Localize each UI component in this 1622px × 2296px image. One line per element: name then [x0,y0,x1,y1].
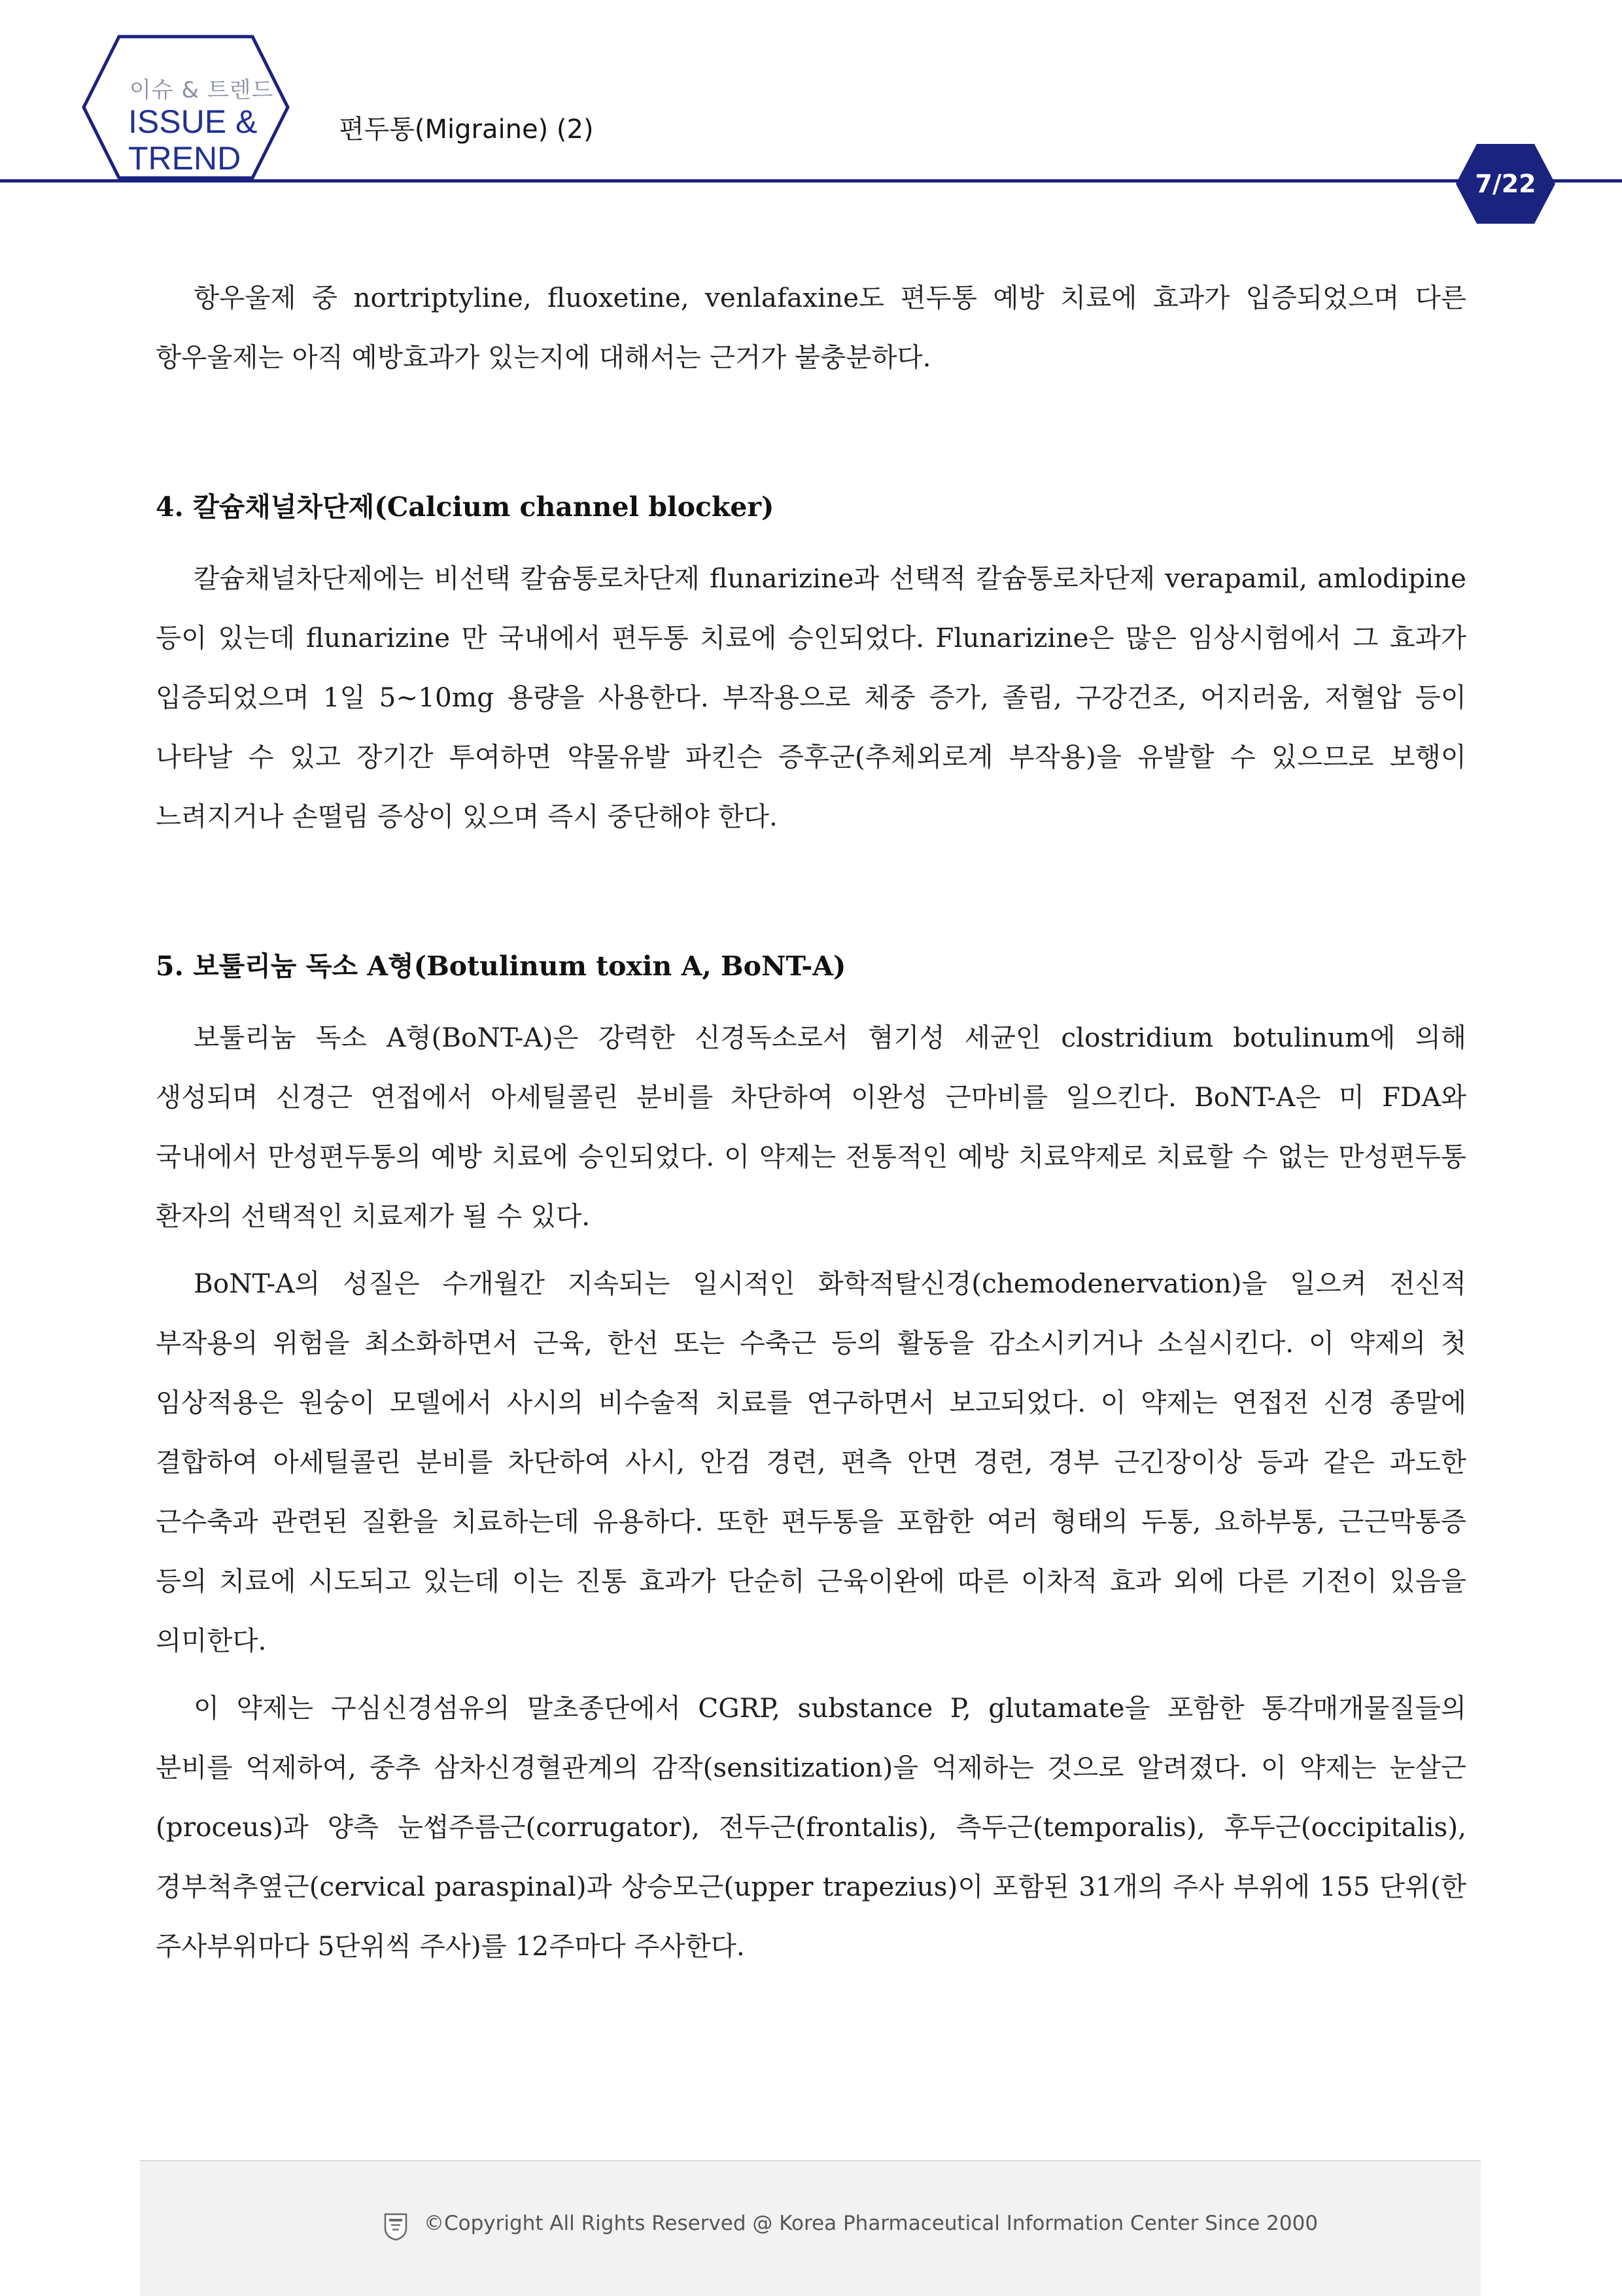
document-title: 편두통(Migraine) (2) [339,114,594,145]
page-number: 7/22 [1475,169,1536,198]
section-5-heading: 5. 보툴리눔 독소 A형(Botulinum toxin A, BoNT-A) [156,950,846,982]
article-body [156,268,1466,1976]
section-5-paragraph-3: 이 약제는 구심신경섬유의 말초종단에서 CGRP, substance P, glutamate을 포함한 통각매개물질들의 분비를 억제하여, 중추 삼차신경혈관계의 감작(sensitization)을 억제하는 것으로 알려졌다. 이 약제는 눈살근(proceus)과 양측 눈썹주름근(corrugator), 전두근(frontalis), 측두근(temporalis), 후두근(occipitalis), 경부척추옆근(cervical paraspinal)과 상승모근(upper trapezius)이 포함된 31개의 주사 부위에 155 단위(한 주사부위마다 5단위씩 주사)를 12주마다 주사한다. [156,1692,1466,1962]
badge-line-2: TREND [128,140,241,177]
section-4-heading: 4. 칼슘채널차단제(Calcium channel blocker) [156,491,774,523]
badge-line-1: ISSUE & [128,103,258,140]
badge-korean-label: 이슈 & 트렌드 [129,77,274,103]
intro-paragraph: 항우울제 중 nortriptyline, fluoxetine, venlafaxine도 편두통 예방 치료에 효과가 입증되었으며 다른 항우울제는 아직 예방효과가 있는지에 대해서는 근거가 불충분하다. [156,282,1466,373]
kpic-shield-icon [383,2212,408,2241]
section-5-paragraph-2: BoNT-A의 성질은 수개월간 지속되는 일시적인 화학적탈신경(chemodenervation)을 일으켜 전신적 부작용의 위험을 최소화하면서 근육, 한선 또는 수축근 등의 활동을 감소시키거나 소실시킨다. 이 약제의 첫 임상적용은 원숭이 모델에서 사시의 비수술적 치료를 연구하면서 보고되었다. 이 약제는 연접전 신경 종말에 결합하여 아세틸콜린 분비를 차단하여 사시, 안검 경련, 편측 안면 경련, 경부 근긴장이상 등과 같은 과도한 근수축과 관련된 질환을 치료하는데 유용하다. 또한 편두통을 포함한 여러 형태의 두통, 요하부통, 근근막통증 등의 치료에 시도되고 있는데 이는 진통 효과가 단순히 근육이완에 따른 이차적 효과 외에 다른 기전이 있음을 의미한다. [156,1268,1466,1656]
section-5-paragraph-1: 보툴리눔 독소 A형(BoNT-A)은 강력한 신경독소로서 혐기성 세균인 clostridium botulinum에 의해 생성되며 신경근 연접에서 아세틸콜린 분비를 차단하여 이완성 근마비를 일으킨다. BoNT-A은 미 FDA와 국내에서 만성편두통의 예방 치료에 승인되었다. 이 약제는 전통적인 예방 치료약제로 치료할 수 없는 만성편두통 환자의 선택적인 치료제가 될 수 있다. [156,1022,1466,1232]
badge-issue-trend-label [128,103,257,177]
copyright-notice: ©Copyright All Rights Reserved @ Korea Pharmaceutical Information Center Since 2000 [424,2212,1319,2235]
section-4-paragraph-1: 칼슘채널차단제에는 비선택 칼슘통로차단제 flunarizine과 선택적 칼슘통로차단제 verapamil, amlodipine 등이 있는데 flunarizine 만 국내에서 편두통 치료에 승인되었다. Flunarizine은 많은 임상시험에서 그 효과가 입증되었으며 1일 5~10mg 용량을 사용한다. 부작용으로 체중 증가, 졸림, 구강건조, 어지러움, 저혈압 등이 나타날 수 있고 장기간 투여하면 약물유발 파킨슨 증후군(추체외로계 부작용)을 유발할 수 있으므로 보행이 느려지거나 손떨림 증상이 있으며 즉시 중단해야 한다. [156,563,1466,832]
